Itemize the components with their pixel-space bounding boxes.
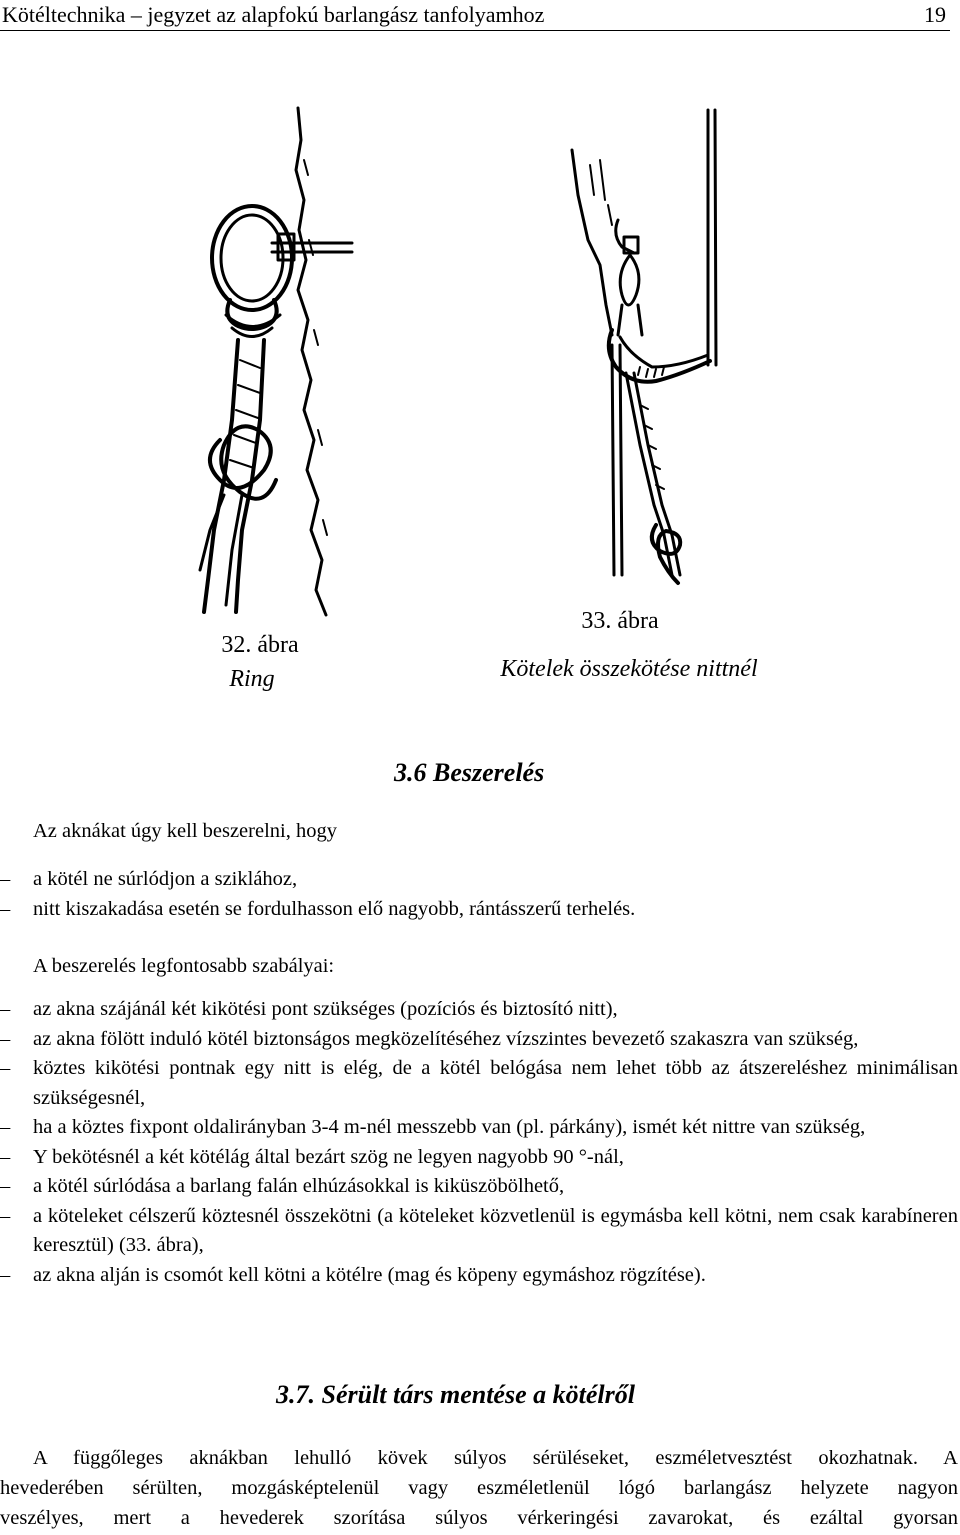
list-dash: – (0, 1204, 11, 1227)
list-item (0, 1025, 958, 1055)
list-item (0, 1261, 958, 1291)
section-3-6-rules-intro: A beszerelés legfontosabb szabályai: (33, 955, 335, 977)
list-item-text: a köteleket célszerű köztesnél összekötni (a köteleket közvetlenül is egymásba kell kötni, nem csak karabíneren keresztül) (33. ábra), (33, 1204, 958, 1256)
section-3-7-line: hevederében sérülten, mozgásképtelenül vagy eszméletlenül lógó barlangász helyzete nagyon (0, 1477, 958, 1499)
list-item-text: nitt kiszakadása esetén se fordulhasson elő nagyobb, rántásszerű terhelés. (33, 897, 636, 920)
list-dash: – (0, 1116, 11, 1138)
list-dash: – (0, 1263, 11, 1286)
list-item (0, 995, 958, 1025)
list-dash: – (0, 897, 11, 920)
section-3-7-line: veszélyes, mert a hevederek szorítása súlyos vérkeringési zavarokat, és ezáltal gyorsan (0, 1507, 958, 1529)
list-item (0, 1172, 958, 1202)
list-item-text: ha a köztes fixpont oldalirányban 3-4 m-nél messzebb van (pl. párkány), ismét két nittre van szükség, (33, 1116, 866, 1138)
figure-33-number: 33. ábra (581, 608, 659, 634)
list-item (0, 1113, 958, 1143)
figure-32-number: 32. ábra (221, 632, 299, 658)
list-item (0, 1143, 958, 1173)
list-item (0, 895, 958, 925)
list-item (0, 1054, 958, 1113)
list-item-text: az akna fölött induló kötél biztonságos megközelítéséhez vízszintes bevezető szakaszra van szükség, (33, 1027, 859, 1050)
section-heading-3-7: 3.7. Sérült társ mentése a kötélről (276, 1380, 635, 1409)
list-dash: – (0, 1057, 11, 1079)
list-dash: – (0, 1175, 11, 1197)
figure-33-rope-join-illustration (560, 105, 730, 595)
list-item (0, 865, 958, 895)
list-dash: – (0, 868, 11, 890)
section-3-6-rules-list (0, 995, 958, 1290)
list-dash: – (0, 1145, 11, 1168)
list-item (0, 1202, 958, 1261)
list-dash: – (0, 1027, 11, 1050)
header-title: Kötéltechnika – jegyzet az alapfokú barlangász tanfolyamhoz (2, 2, 545, 27)
page-number: 19 (924, 2, 946, 27)
figure-32-caption: Ring (229, 666, 275, 692)
section-heading-3-6: 3.6 Beszerelés (394, 758, 545, 787)
list-item-text: az akna szájánál két kikötési pont szükséges (pozíciós és biztosító nitt), (33, 998, 618, 1020)
running-header (0, 0, 950, 31)
figure-32-ring-illustration (180, 100, 380, 620)
list-dash: – (0, 998, 11, 1020)
section-3-7-line: A függőleges aknákban lehulló kövek súlyos sérüléseket, eszméletvesztést okozhatnak. A (33, 1447, 958, 1469)
list-item-text: köztes kikötési pontnak egy nitt is elég, de a kötél belógása nem lehet több az átszereléshez minimálisan szükségesnél, (33, 1057, 958, 1109)
list-item-text: a kötél súrlódása a barlang falán elhúzásokkal is kiküszöbölhető, (33, 1175, 565, 1197)
list-item-text: az akna alján is csomót kell kötni a kötélre (mag és köpeny egymáshoz rögzítése). (33, 1263, 706, 1286)
section-3-6-intro-list (0, 865, 958, 924)
list-item-text: Y bekötésnél a két kötélág által bezárt szög ne legyen nagyobb 90 °-nál, (33, 1145, 624, 1168)
section-3-6-intro: Az aknákat úgy kell beszerelni, hogy (33, 820, 337, 842)
figure-33-caption: Kötelek összekötése nittnél (500, 656, 758, 682)
list-item-text: a kötél ne súrlódjon a sziklához, (33, 868, 298, 890)
